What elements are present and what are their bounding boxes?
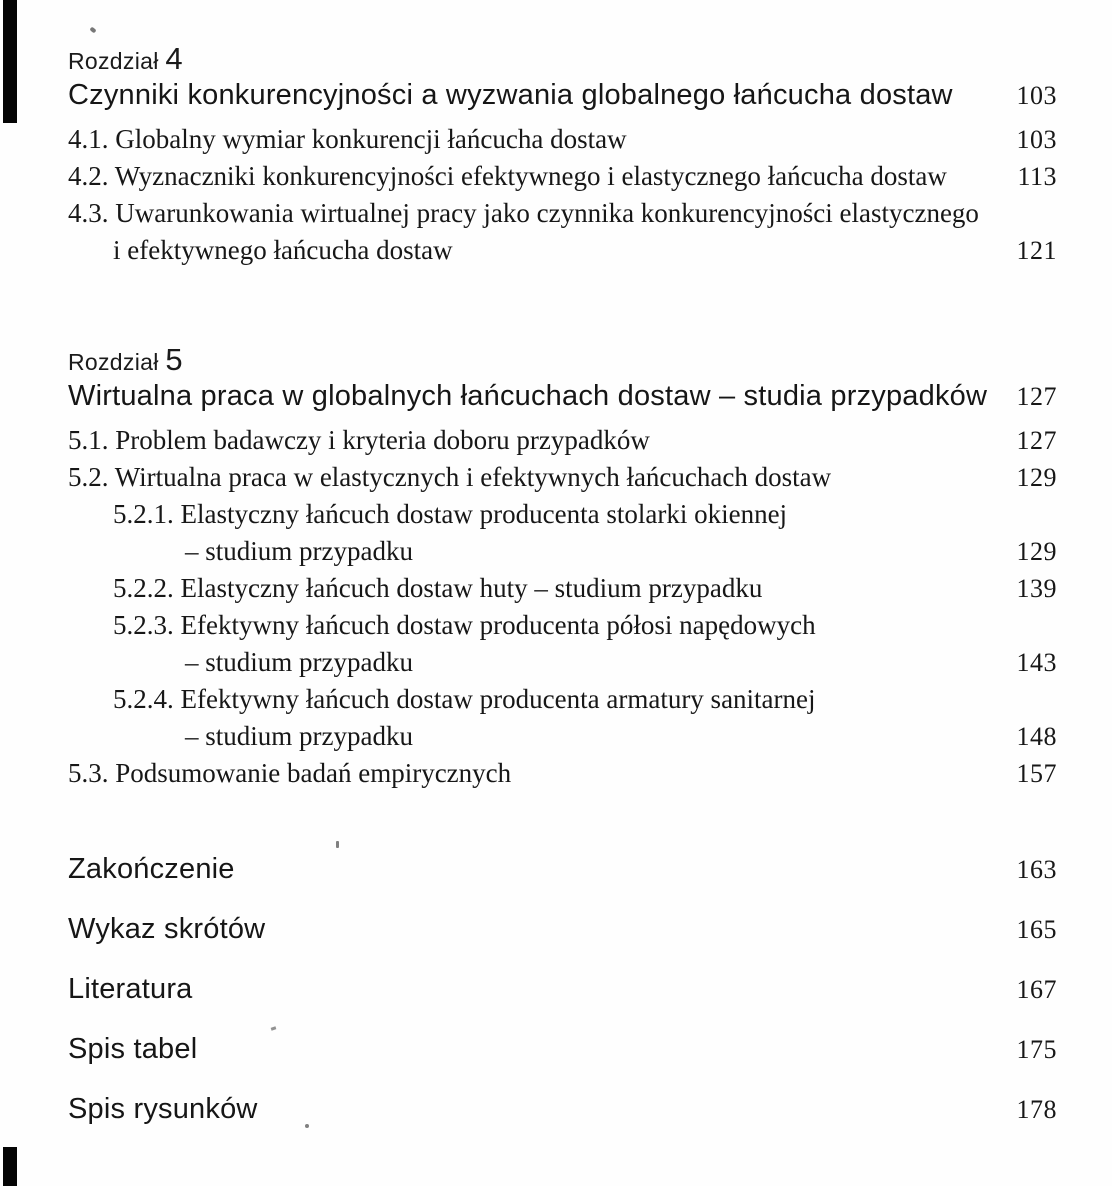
backmatter-row	[68, 972, 1057, 1007]
table-of-contents	[68, 41, 1057, 1152]
entry-text: – studium przypadku	[185, 536, 413, 566]
backmatter-row	[68, 912, 1057, 947]
entry-text: – studium przypadku	[185, 647, 413, 677]
entry-text: – studium przypadku	[185, 721, 413, 751]
page-number: 129	[1016, 463, 1057, 492]
entry-text: 5.2.3. Efektywny łańcuch dostaw producenta półosi napędowych	[113, 610, 816, 640]
toc-entry-row	[68, 718, 1057, 755]
toc-entry-row	[68, 607, 1057, 644]
page-number: 127	[1016, 426, 1057, 455]
page-number: 148	[1016, 722, 1057, 751]
backmatter-title: Wykaz skrótów	[68, 913, 266, 945]
chapter-4-label	[68, 41, 1057, 76]
page-number: 113	[1017, 162, 1057, 191]
backmatter-row	[68, 852, 1057, 887]
toc-entry-row	[68, 121, 1057, 158]
backmatter-title: Spis tabel	[68, 1033, 198, 1065]
page-number: 127	[1016, 382, 1057, 411]
toc-entry-row	[68, 681, 1057, 718]
entry-text: i efektywnego łańcucha dostaw	[113, 235, 453, 265]
chapter-word: Rozdział	[68, 349, 159, 375]
chapter-title: Wirtualna praca w globalnych łańcuchach dostaw – studia przypadków	[68, 380, 988, 412]
chapter-4-block	[68, 41, 1057, 269]
chapter-5-entries	[68, 422, 1057, 792]
page-number: 129	[1016, 537, 1057, 566]
chapter-5-title-row	[68, 377, 1057, 416]
page-number: 178	[1016, 1095, 1057, 1124]
chapter-number: 5	[165, 342, 183, 377]
entry-text: 5.2.2. Elastyczny łańcuch dostaw huty – studium przypadku	[113, 573, 763, 603]
backmatter-title: Literatura	[68, 973, 193, 1005]
page-number: 175	[1016, 1035, 1057, 1064]
entry-text: 4.3. Uwarunkowania wirtualnej pracy jako czynnika konkurencyjności elastycznego	[68, 198, 979, 228]
page-number: 103	[1016, 81, 1057, 110]
backmatter-title: Spis rysunków	[68, 1093, 258, 1125]
backmatter-title: Zakończenie	[68, 853, 235, 885]
chapter-word: Rozdział	[68, 48, 159, 74]
toc-entry-row	[68, 195, 1057, 232]
page-number: 157	[1016, 759, 1057, 788]
entry-text: 5.2.1. Elastyczny łańcuch dostaw producenta stolarki okiennej	[113, 499, 788, 529]
entry-text: 4.2. Wyznaczniki konkurencyjności efektywnego i elastycznego łańcucha dostaw	[68, 161, 947, 191]
toc-entry-row	[68, 459, 1057, 496]
entry-text: 4.1. Globalny wymiar konkurencji łańcucha dostaw	[68, 124, 627, 154]
entry-text: 5.3. Podsumowanie badań empirycznych	[68, 758, 512, 788]
page-number: 143	[1016, 648, 1057, 677]
chapter-number: 4	[165, 41, 183, 76]
scan-speck	[89, 27, 96, 34]
entry-text: 5.1. Problem badawczy i kryteria doboru przypadków	[68, 425, 650, 455]
page-number: 121	[1016, 236, 1057, 265]
page-number: 167	[1016, 975, 1057, 1004]
toc-entry-row	[68, 644, 1057, 681]
chapter-5-label	[68, 342, 1057, 377]
chapter-5-block	[68, 342, 1057, 792]
toc-entry-row	[68, 570, 1057, 607]
page-number: 163	[1016, 855, 1057, 884]
toc-entry-row	[68, 422, 1057, 459]
backmatter-row	[68, 1032, 1057, 1067]
backmatter-row	[68, 1092, 1057, 1127]
page-number: 165	[1016, 915, 1057, 944]
entry-text: 5.2. Wirtualna praca w elastycznych i efektywnych łańcuchach dostaw	[68, 462, 832, 492]
toc-entry-row	[68, 232, 1057, 269]
chapter-4-title-row	[68, 76, 1057, 115]
chapter-4-entries	[68, 121, 1057, 269]
scan-edge-artifact-bottom	[3, 1147, 17, 1186]
toc-entry-row	[68, 533, 1057, 570]
toc-entry-row	[68, 158, 1057, 195]
chapter-title: Czynniki konkurencyjności a wyzwania globalnego łańcucha dostaw	[68, 79, 953, 111]
toc-entry-row	[68, 755, 1057, 792]
scan-edge-artifact-top	[3, 0, 17, 123]
page-number: 103	[1016, 125, 1057, 154]
backmatter-block	[68, 852, 1057, 1127]
page-number: 139	[1016, 574, 1057, 603]
toc-entry-row	[68, 496, 1057, 533]
entry-text: 5.2.4. Efektywny łańcuch dostaw producenta armatury sanitarnej	[113, 684, 816, 714]
